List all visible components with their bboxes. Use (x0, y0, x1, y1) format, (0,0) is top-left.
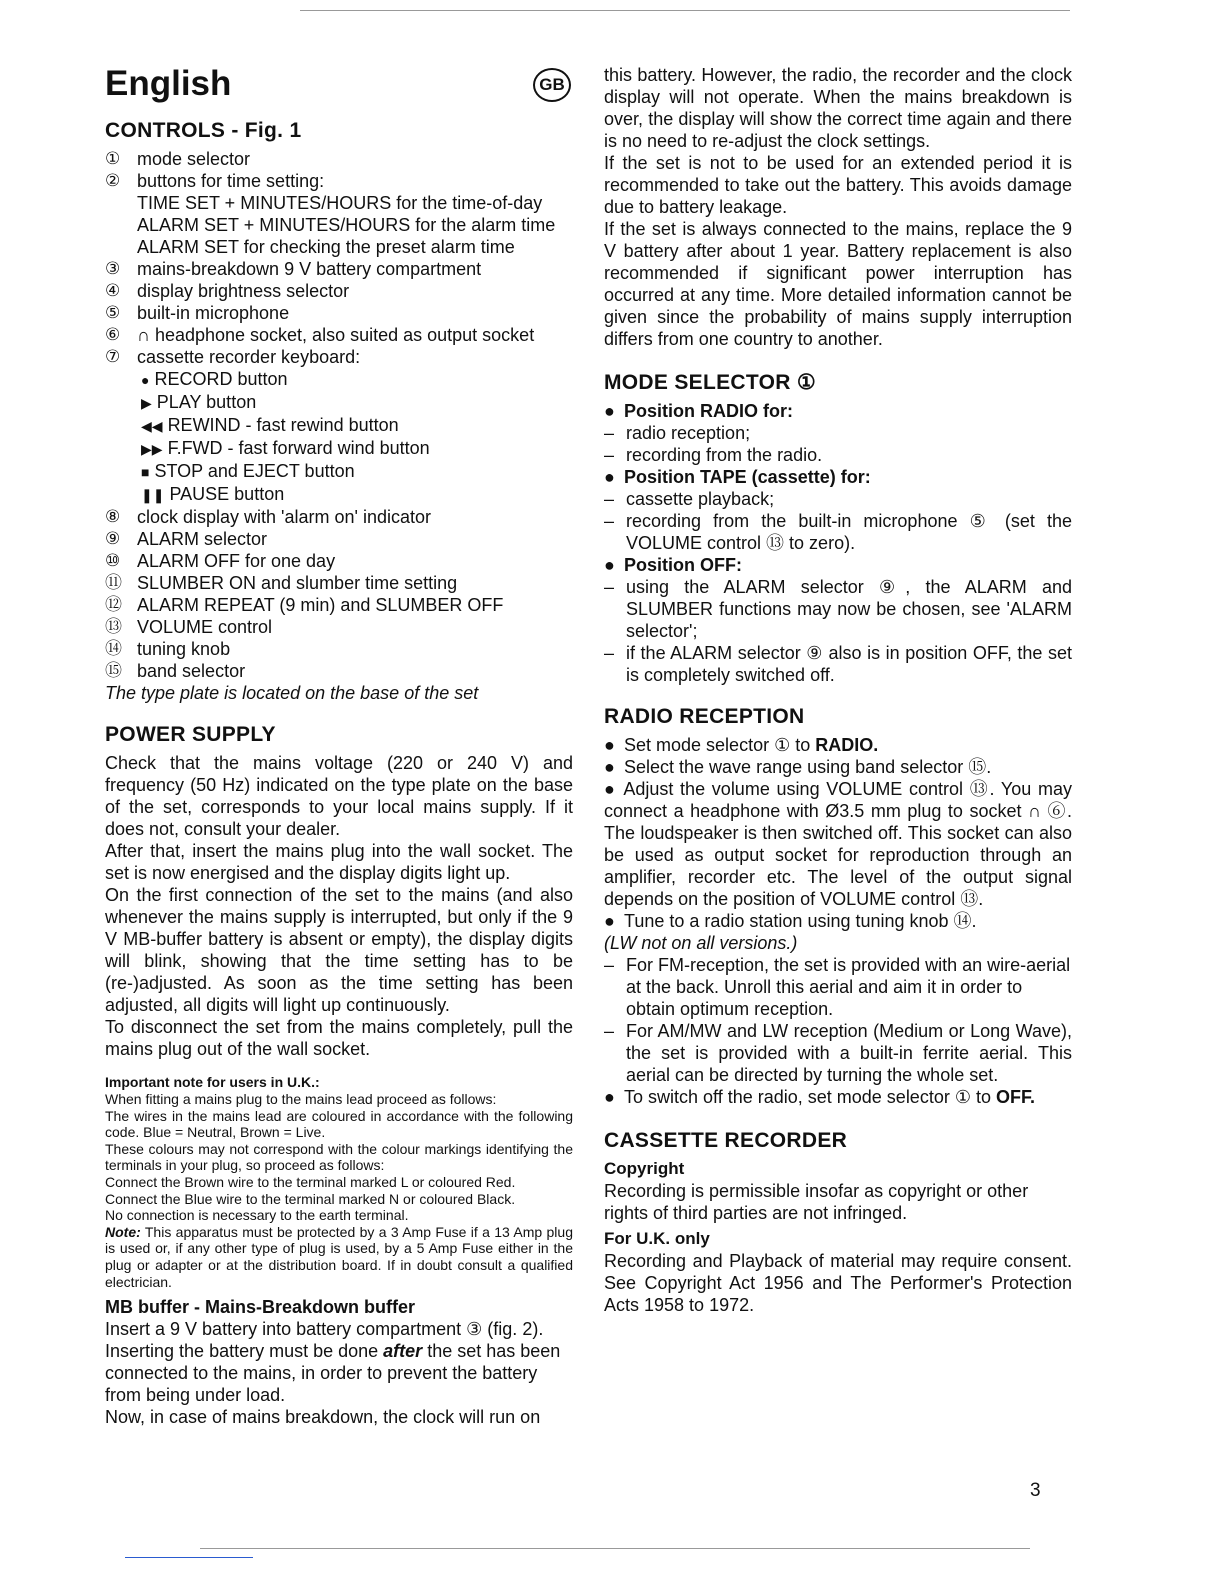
uk-note-line: These colours may not correspond with the colour markings identifying the terminals in your plug, so proceed as follows: (105, 1140, 573, 1174)
radio-step: Tune to a radio station using tuning knob ⑭. (624, 911, 977, 931)
key-symbol-icon: ■ (141, 464, 150, 480)
uk-only-heading: For U.K. only (604, 1229, 710, 1248)
circled-number: ⑭ (105, 639, 122, 658)
bullet-icon: ● (604, 555, 615, 575)
scan-artifact-bottom (200, 1548, 1030, 1549)
control-item (105, 660, 573, 682)
key-symbol-icon: ● (141, 372, 150, 388)
page-number: 3 (1030, 1480, 1041, 1501)
uk-note-line: The wires in the mains lead are coloured in accordance with the following code. Blue = Neutral, Brown = Live. (105, 1107, 573, 1141)
circled-number: ⑮ (105, 661, 122, 680)
key-label: PLAY button (156, 392, 257, 412)
position-tape-label: Position TAPE (cassette) for: (624, 467, 871, 487)
fuse-note (105, 1224, 573, 1290)
cassette-key (105, 483, 573, 506)
circled-number: ⑪ (105, 573, 122, 592)
circled-number: ⑩ (105, 551, 121, 570)
control-item (105, 528, 573, 550)
mode-item: recording from the radio. (626, 445, 823, 465)
control-item (105, 550, 573, 572)
circled-number: ② (105, 171, 121, 190)
cassette-key (105, 391, 573, 414)
mode-item: radio reception; (626, 423, 751, 443)
cassette-key (105, 460, 573, 483)
mb-text: Inserting the battery must be done (105, 1341, 384, 1362)
control-label: ALARM OFF for one day (137, 551, 336, 571)
bullet-icon: ● (604, 735, 615, 755)
mode-item: using the ALARM selector ⑨, the ALARM and SLUMBER functions may now be chosen, see 'ALARM selector'; (626, 577, 1072, 641)
control-label: ∩ headphone socket, also suited as output socket (137, 325, 535, 345)
control-subitem: ALARM SET for checking the preset alarm time (137, 237, 515, 257)
controls-heading: CONTROLS - Fig. 1 (105, 119, 302, 142)
control-item (105, 638, 573, 660)
circled-number: ③ (105, 259, 121, 278)
mb-emphasis: after (383, 1341, 423, 1362)
note-label: Note: (105, 1223, 141, 1240)
right-column: this battery. However, the radio, the recorder and the clock display will not operate. When the mains breakdown is over, the display will show the correct time again and there is no need to re-adjust the clock settings. If the set is not to be used for an extended period it is recommended to take out the battery. This avoids damage due to battery leakage. If the set is always connected to the mains, replace the 9 V battery after about 1 year. Battery replacement is also recommended if significant power interruption has occurred at any time. More detailed information cannot be given since the probability of mains supply interruption differs from one country to another. MODE SELECTOR ① ● Position RADIO for: – radio reception; – recording from the radio. ● Position TAPE (cassette) for: – cassette playback; – recording from the built-in microphone ⑤ (set the VOLUME control ⑬ to zero). ● Position OFF: – using the ALARM selector ⑨, the ALARM and SLUMBER functions may now be chosen, see 'ALARM selector'; – if the ALARM selector ⑨ also is in position OFF, the set is completely switched off. RADIO RECEPTION ● Set mode selector ① to RADIO. ● Select the wave range using band selector ⑮. ● Adjust the volume using VOLUME control ⑬. You may connect a headphone with Ø3.5 mm plug to socket ∩ ⑥. The loudspeaker is then switched off. This socket can also be used as output socket for reproduction through an amplifier, recorder etc. The level of the output signal depends on the position of VOLUME control ⑬. ● Tune to a radio station using tuning knob ⑭. (LW not on all versions.) – For FM-reception, the set is provided with an wire-aerial at the back. Unroll this aerial and aim it in order to obtain optimum reception. – For AM/MW and LW reception (Medium or Long Wave), the set is provided with a built-in ferrite aerial. This aerial can be directed by turning the whole set. ● To switch off the radio, set mode selector ① to OFF. CASSETTE RECORDER Copyright Recording is permissible insofar as copyright or other rights of third parties are not infringed. For U.K. only Recording and Playback of material may require consent. See Copyright Act 1956 and The Performer's Protection Acts 1958 to 1972. (604, 65, 1072, 1315)
key-label: RECORD button (154, 369, 288, 389)
circled-number: ⑬ (105, 617, 122, 636)
radio-step: Set mode selector ① to (624, 735, 816, 755)
uk-note-line: Connect the Blue wire to the terminal marked N or coloured Black. (105, 1190, 516, 1207)
key-symbol-icon: ◀◀ (141, 418, 163, 434)
scan-artifact-top (300, 10, 1070, 11)
control-item (105, 280, 573, 302)
control-subitem: ALARM SET + MINUTES/HOURS for the alarm time (137, 215, 556, 235)
title-text: English (105, 64, 232, 103)
power-paragraph: After that, insert the mains plug into the wall socket. The set is now energised and the display digits light up. (105, 841, 573, 883)
mode-item: cassette playback; (626, 489, 775, 509)
uk-note-line: When fitting a mains plug to the mains lead proceed as follows: (105, 1091, 497, 1107)
control-item (105, 572, 573, 594)
circled-number: ① (105, 149, 121, 168)
mode-selector-heading: MODE SELECTOR ① (604, 371, 816, 394)
key-label: PAUSE button (169, 484, 285, 504)
control-label: VOLUME control (137, 617, 273, 637)
power-paragraph: On the first connection of the set to the mains (and also whenever the mains supply is interrupted, but only if the 9 V MB-buffer battery is absent or empty), the display digits will blink, showing that the time setting has to be (re-)adjusted. As soon as the time setting has been adjusted, all digits will light up continuously. (105, 885, 573, 1015)
radio-step-text: Adjust the volume using VOLUME control ⑬. You may connect a headphone with Ø3.5 mm plug to socket ∩ ⑥. The loudspeaker is then switched off. This socket can also be used as output socket for reproduction through an amplifier, recorder etc. The level of the output signal depends on the position of VOLUME control ⑬. (604, 779, 1072, 909)
uk-note-line: No connection is necessary to the earth terminal. (105, 1207, 409, 1224)
mb-paragraph: Now, in case of mains breakdown, the clock will run on (105, 1407, 541, 1428)
control-label: clock display with 'alarm on' indicator (137, 507, 431, 527)
cassette-recorder-heading: CASSETTE RECORDER (604, 1129, 848, 1152)
position-radio-label: Position RADIO for: (624, 401, 793, 421)
position-off-label: Position OFF: (624, 555, 742, 575)
circled-number: ⑧ (105, 507, 121, 526)
bullet-icon: ● (604, 467, 615, 487)
battery-paragraph: this battery. However, the radio, the recorder and the clock display will not operate. When the mains breakdown is over, the display will show the correct time again and there is no need to re-adjust the clock settings. (604, 65, 1072, 151)
control-label: ALARM selector (137, 529, 268, 549)
cassette-key (105, 437, 573, 460)
circled-number: ⑥ (105, 325, 121, 344)
radio-step (604, 778, 1072, 910)
mode-item: recording from the built-in microphone ⑤ (set the VOLUME control ⑬ to zero). (626, 511, 1072, 553)
control-item (105, 324, 573, 346)
control-label: ALARM REPEAT (9 min) and SLUMBER OFF (137, 595, 504, 615)
mode-item: if the ALARM selector ⑨ also is in position OFF, the set is completely switched off. (626, 643, 1072, 685)
key-symbol-icon: ▶ (141, 395, 152, 411)
control-item (105, 258, 573, 280)
copyright-text: Recording is permissible insofar as copyright or other rights of third parties are not infringed. (604, 1181, 1029, 1223)
bullet-icon: ● (604, 779, 624, 799)
control-label: cassette recorder keyboard: (137, 347, 361, 367)
uk-note-line: Connect the Brown wire to the terminal marked L or coloured Red. (105, 1173, 516, 1190)
mb-buffer-heading: MB buffer - Mains-Breakdown buffer (105, 1297, 416, 1318)
bullet-icon: ● (604, 757, 615, 777)
circled-number: ⑫ (105, 595, 122, 614)
control-label: display brightness selector (137, 281, 350, 301)
control-label: buttons for time setting: (137, 171, 325, 191)
control-label: SLUMBER ON and slumber time setting (137, 573, 458, 593)
power-supply-heading: POWER SUPPLY (105, 723, 276, 746)
power-paragraph: To disconnect the set from the mains completely, pull the mains plug out of the wall socket. (105, 1017, 573, 1059)
aerial-item: For FM-reception, the set is provided with an wire-aerial at the back. Unroll this aerial and aim it in order to obtain optimum reception. (626, 955, 1071, 1019)
control-label: mode selector (137, 149, 251, 169)
power-paragraph: Check that the mains voltage (220 or 240 V) and frequency (50 Hz) indicated on the type plate on the base of the set, corresponds to your local mains supply. If it does not, consult your dealer. (105, 753, 573, 839)
controls-list (105, 148, 573, 682)
control-label: tuning knob (137, 639, 231, 659)
control-item (105, 594, 573, 616)
mb-paragraph (105, 1340, 573, 1406)
radio-reception-heading: RADIO RECEPTION (604, 705, 805, 728)
control-item (105, 616, 573, 638)
cassette-key (105, 368, 573, 391)
circled-number: ⑦ (105, 347, 121, 366)
control-item (105, 148, 573, 170)
key-label: REWIND - fast rewind button (167, 415, 399, 435)
control-subitem: TIME SET + MINUTES/HOURS for the time-of-day (137, 193, 543, 213)
control-label: built-in microphone (137, 303, 290, 323)
control-label: band selector (137, 661, 246, 681)
control-label: mains-breakdown 9 V battery compartment (137, 259, 482, 279)
bullet-icon: ● (604, 401, 615, 421)
scan-artifact-line (125, 1557, 253, 1558)
page-title (105, 62, 573, 106)
left-column (105, 62, 573, 1428)
circled-number: ⑤ (105, 303, 121, 322)
uk-note-heading: Important note for users in U.K.: (105, 1074, 320, 1090)
battery-paragraph: If the set is not to be used for an extended period it is recommended to take out the battery. This avoids damage due to battery leakage. (604, 153, 1072, 217)
bullet-icon: ● (604, 1087, 615, 1107)
control-item (105, 346, 573, 368)
circled-number: ④ (105, 281, 121, 300)
control-item (105, 302, 573, 324)
radio-step-emphasis: OFF. (995, 1087, 1035, 1107)
type-plate-note: The type plate is located on the base of the set (105, 683, 479, 703)
aerial-item: For AM/MW and LW reception (Medium or Long Wave), the set is provided with a built-in ferrite aerial. This aerial can be directed by turning the whole set. (626, 1021, 1072, 1085)
bullet-icon: ● (604, 911, 615, 931)
mb-text: the set has been connected to the mains, in order to prevent the battery from being under load. (105, 1341, 561, 1406)
note-text: This apparatus must be protected by a 3 Amp Fuse if a 13 Amp plug is used or, if any other type of plug is used, by a 5 Amp Fuse either in the plug or adapter or at the distribution board. If in doubt consult a qualified electrician. (105, 1223, 573, 1290)
lw-note: (LW not on all versions.) (604, 933, 798, 953)
copyright-heading: Copyright (604, 1159, 685, 1178)
uk-only-text: Recording and Playback of material may require consent. See Copyright Act 1956 and The Performer's Protection Acts 1958 to 1972. (604, 1251, 1072, 1315)
radio-step: To switch off the radio, set mode selector ① to (624, 1087, 996, 1107)
key-symbol-icon: ❚❚ (141, 487, 165, 503)
radio-step-emphasis: RADIO. (815, 735, 879, 755)
circled-number: ⑨ (105, 529, 121, 548)
gb-badge: GB (533, 68, 571, 102)
key-label: STOP and EJECT button (154, 461, 355, 481)
battery-paragraph: If the set is always connected to the mains, replace the 9 V battery after about 1 year. Battery replacement is also recommended if significant power interruption has occurred at any time. More detailed information cannot be given since the probability of mains supply interruption differs from one country to another. (604, 219, 1072, 349)
key-symbol-icon: ▶▶ (141, 441, 163, 457)
control-item (105, 506, 573, 528)
radio-step: Select the wave range using band selector ⑮. (624, 757, 992, 777)
control-item (105, 170, 573, 192)
mb-paragraph: Insert a 9 V battery into battery compartment ③ (fig. 2). (105, 1319, 544, 1340)
key-label: F.FWD - fast forward wind button (167, 438, 430, 458)
uk-note (105, 1074, 573, 1290)
cassette-key (105, 414, 573, 437)
